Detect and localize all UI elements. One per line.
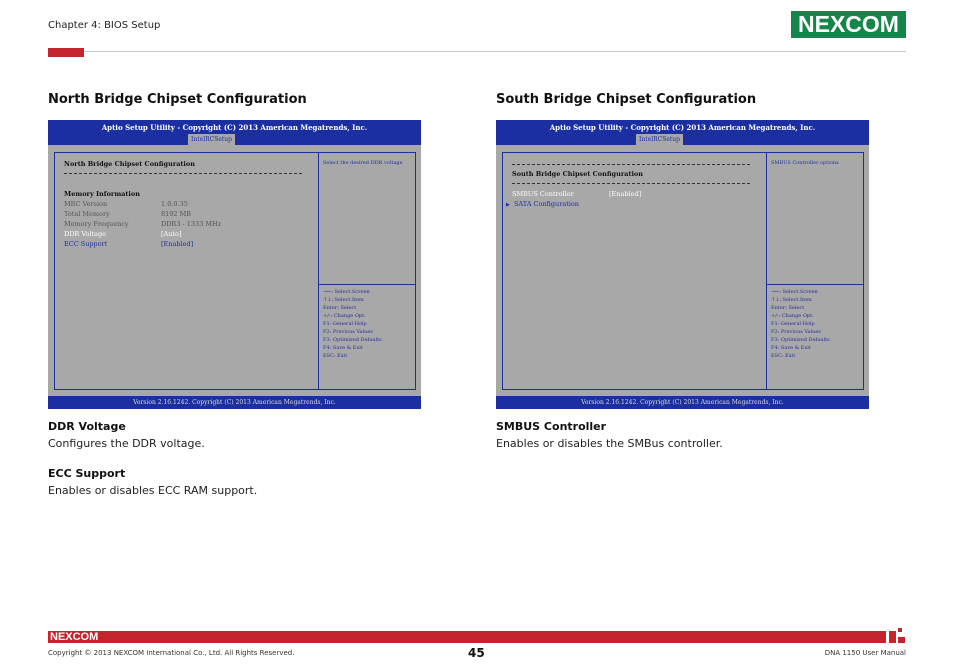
memory-info-label: Memory Information xyxy=(64,190,140,198)
ddr-voltage-value: [Auto] xyxy=(161,230,182,238)
ecc-support-row[interactable] xyxy=(64,240,194,248)
footer-bar xyxy=(48,631,886,643)
sata-configuration-row[interactable] xyxy=(506,200,579,208)
header-divider xyxy=(48,51,906,52)
bios-footer: Version 2.16.1242. Copyright (C) 2013 American Megatrends, Inc. xyxy=(48,396,421,409)
ecc-support-description: Enables or disables ECC RAM support. xyxy=(48,484,258,497)
key-enter: Enter: Select xyxy=(323,305,357,311)
key-f4: F4: Save & Exit xyxy=(323,345,363,351)
help-text: SMBUS Controller options xyxy=(771,160,839,166)
help-text: Select the desired DDR voltage xyxy=(323,160,403,166)
smbus-controller-value: [Enabled] xyxy=(609,190,642,198)
key-change-opt: +/-: Change Opt. xyxy=(771,313,814,319)
key-f2: F2: Previous Values xyxy=(323,329,373,335)
bios-footer: Version 2.16.1242. Copyright (C) 2013 American Megatrends, Inc. xyxy=(496,396,869,409)
key-select-item: ↑↓: Select Item xyxy=(771,297,812,303)
memory-frequency-label: Memory Frequency xyxy=(64,220,129,228)
key-esc: ESC: Exit xyxy=(771,353,796,359)
ecc-support-label: ECC Support xyxy=(64,240,108,248)
south-bridge-title: South Bridge Chipset Configuration xyxy=(496,92,757,107)
south-bridge-bios-screen xyxy=(496,120,869,409)
footer-accent xyxy=(898,628,902,632)
memory-frequency-row xyxy=(64,220,222,228)
ecc-support-heading: ECC Support xyxy=(48,467,126,480)
tab-intelrcsetup[interactable]: IntelRCSetup xyxy=(188,134,235,145)
key-legend xyxy=(323,288,382,360)
ddr-voltage-heading: DDR Voltage xyxy=(48,420,126,433)
separator-top xyxy=(512,164,750,165)
key-f3: F3: Optimized Defaults xyxy=(323,337,382,343)
key-select-screen: →←: Select Screen xyxy=(323,289,370,295)
panel-heading: North Bridge Chipset Configuration xyxy=(64,160,195,168)
key-f2: F2: Previous Values xyxy=(771,329,821,335)
bios-header xyxy=(48,120,421,145)
bios-header xyxy=(496,120,869,145)
smbus-controller-heading: SMBUS Controller xyxy=(496,420,607,433)
ddr-voltage-row[interactable] xyxy=(64,230,182,238)
panel-divider-horizontal xyxy=(766,284,864,285)
panel-divider-vertical xyxy=(318,153,319,389)
tab-intelrcsetup[interactable]: IntelRCSetup xyxy=(636,134,683,145)
key-select-screen: →←: Select Screen xyxy=(771,289,818,295)
mrc-version-value: 1.0.0.35 xyxy=(161,200,188,208)
key-legend xyxy=(771,288,830,360)
mrc-version-label: MRC Version xyxy=(64,200,108,208)
north-bridge-title: North Bridge Chipset Configuration xyxy=(48,92,307,107)
page-number: 45 xyxy=(468,646,485,660)
north-bridge-bios-screen xyxy=(48,120,421,409)
bios-panel xyxy=(54,152,416,390)
header-accent xyxy=(48,48,84,57)
total-memory-row xyxy=(64,210,192,218)
panel-divider-horizontal xyxy=(318,284,416,285)
key-f1: F1: General Help xyxy=(771,321,815,327)
key-select-item: ↑↓: Select Item xyxy=(323,297,364,303)
memory-frequency-value: DDR3 - 1333 MHz xyxy=(161,220,222,228)
ddr-voltage-label: DDR Voltage xyxy=(64,230,106,238)
footer-accent xyxy=(889,631,896,643)
panel-heading: South Bridge Chipset Configuration xyxy=(512,170,643,178)
smbus-controller-row[interactable] xyxy=(512,190,642,198)
ddr-voltage-description: Configures the DDR voltage. xyxy=(48,437,205,450)
key-f1: F1: General Help xyxy=(323,321,367,327)
panel-divider-vertical xyxy=(766,153,767,389)
chapter-label: Chapter 4: BIOS Setup xyxy=(48,20,161,31)
bios-title: Aptio Setup Utility - Copyright (C) 2013 American Megatrends, Inc. xyxy=(549,123,816,132)
copyright-text: Copyright © 2013 NEXCOM International Co., Ltd. All Rights Reserved. xyxy=(48,649,295,657)
footer-accent xyxy=(898,637,905,643)
key-change-opt: +/-: Change Opt. xyxy=(323,313,366,319)
bios-title: Aptio Setup Utility - Copyright (C) 2013 American Megatrends, Inc. xyxy=(101,123,368,132)
total-memory-value: 8192 MB xyxy=(161,210,192,218)
nexcom-logo: NEXCOM xyxy=(791,11,906,38)
key-f4: F4: Save & Exit xyxy=(771,345,811,351)
footer-logo: NEXCOM xyxy=(50,631,99,643)
key-f3: F3: Optimized Defaults xyxy=(771,337,830,343)
key-esc: ESC: Exit xyxy=(323,353,348,359)
smbus-controller-label: SMBUS Controller xyxy=(512,190,574,198)
ecc-support-value: [Enabled] xyxy=(161,240,194,248)
separator xyxy=(64,173,302,174)
smbus-controller-description: Enables or disables the SMBus controller. xyxy=(496,437,723,450)
submenu-arrow-icon: ▶ xyxy=(506,202,510,208)
key-enter: Enter: Select xyxy=(771,305,805,311)
separator xyxy=(512,183,750,184)
manual-name: DNA 1150 User Manual xyxy=(824,649,906,657)
total-memory-label: Total Memory xyxy=(64,210,110,218)
sata-configuration-label: SATA Configuration xyxy=(513,200,579,208)
bios-panel xyxy=(502,152,864,390)
mrc-version-row xyxy=(64,200,188,208)
